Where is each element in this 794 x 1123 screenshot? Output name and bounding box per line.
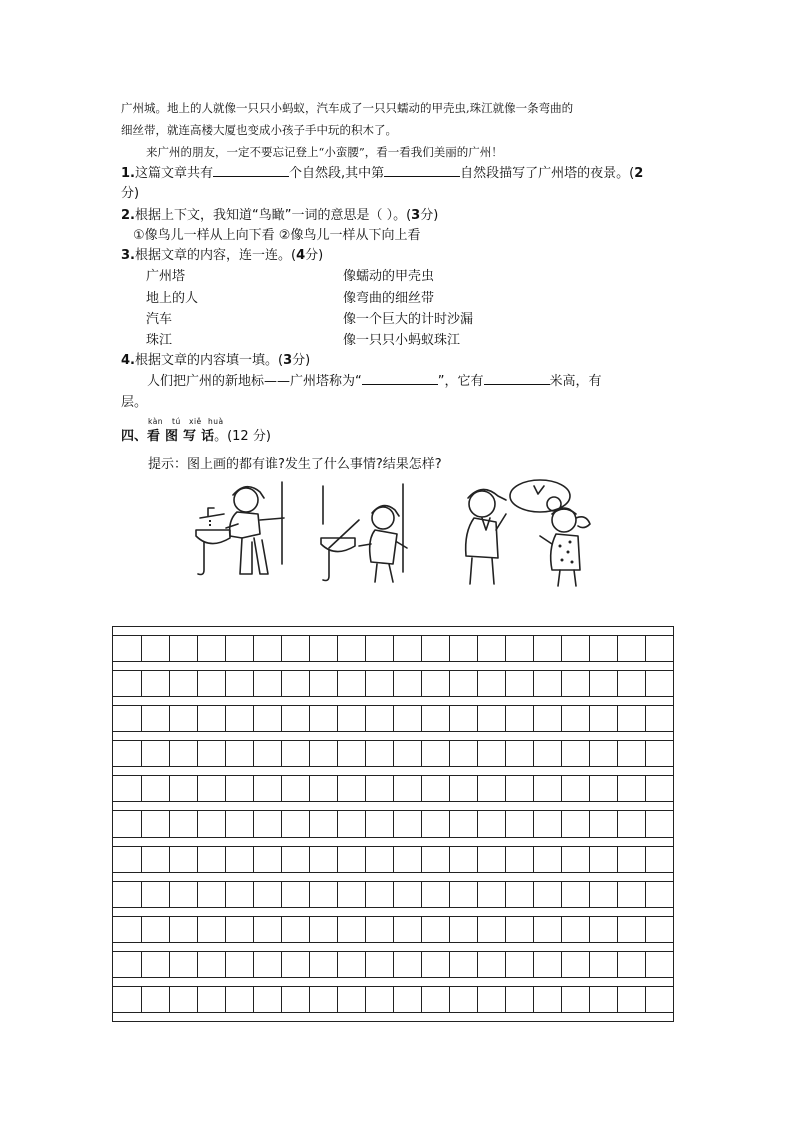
cell-divider (141, 882, 142, 907)
heading-char: 写 (183, 429, 197, 444)
cell-divider (197, 811, 198, 836)
cell-divider (197, 636, 198, 661)
writing-row[interactable] (113, 670, 673, 697)
cell-divider (309, 636, 310, 661)
cell-divider (281, 882, 282, 907)
cell-divider (169, 741, 170, 766)
match-left-3[interactable]: 汽车 (146, 312, 173, 327)
pinyin-hua: huà (208, 417, 224, 426)
question-4-end: 层。 (121, 395, 148, 410)
cell-divider (197, 987, 198, 1012)
cell-divider (449, 671, 450, 696)
cell-divider (449, 741, 450, 766)
cell-divider (253, 952, 254, 977)
cell-divider (561, 811, 562, 836)
cell-divider (589, 952, 590, 977)
cell-divider (365, 636, 366, 661)
cell-divider (505, 882, 506, 907)
match-right-3[interactable]: 像一个巨大的计时沙漏 (343, 312, 474, 327)
cell-divider (449, 636, 450, 661)
cell-divider (281, 987, 282, 1012)
q4-score-end: 分) (292, 353, 311, 368)
cell-divider (617, 706, 618, 731)
match-right-2[interactable]: 像弯曲的细丝带 (343, 291, 435, 306)
cell-divider (253, 671, 254, 696)
cell-divider (421, 917, 422, 942)
cell-divider (365, 917, 366, 942)
cell-divider (449, 706, 450, 731)
cell-divider (505, 952, 506, 977)
question-number: 4. (121, 353, 135, 368)
cell-divider (533, 776, 534, 801)
cell-divider (617, 847, 618, 872)
cell-divider (225, 776, 226, 801)
question-4-fill (147, 370, 602, 389)
cell-divider (309, 987, 310, 1012)
cell-divider (365, 952, 366, 977)
cell-divider (365, 671, 366, 696)
cell-divider (365, 811, 366, 836)
cell-divider (309, 882, 310, 907)
cell-divider (505, 671, 506, 696)
writing-row[interactable] (113, 881, 673, 908)
q1-score: 2 (634, 166, 644, 181)
cell-divider (393, 671, 394, 696)
cell-divider (393, 636, 394, 661)
cell-divider (169, 636, 170, 661)
cell-divider (505, 811, 506, 836)
cell-divider (617, 917, 618, 942)
cell-divider (281, 671, 282, 696)
q4-score: 3 (283, 353, 293, 368)
q4-fill-b: ”，它有 (437, 374, 484, 389)
cell-divider (533, 917, 534, 942)
cell-divider (421, 636, 422, 661)
cell-divider (645, 811, 646, 836)
cell-divider (253, 776, 254, 801)
cell-divider (449, 776, 450, 801)
cell-divider (645, 987, 646, 1012)
cell-divider (589, 741, 590, 766)
cell-divider (421, 811, 422, 836)
cell-divider (645, 706, 646, 731)
cell-divider (337, 671, 338, 696)
heading-char: 图 (165, 429, 179, 444)
cell-divider (449, 811, 450, 836)
cell-divider (617, 776, 618, 801)
cell-divider (533, 636, 534, 661)
answer-blank[interactable] (384, 164, 460, 177)
cell-divider (561, 882, 562, 907)
writing-row[interactable] (113, 740, 673, 767)
cell-divider (421, 671, 422, 696)
writing-grid[interactable] (112, 626, 674, 1022)
cell-divider (393, 706, 394, 731)
cell-divider (281, 811, 282, 836)
cell-divider (505, 741, 506, 766)
cell-divider (421, 706, 422, 731)
cell-divider (533, 882, 534, 907)
cell-divider (477, 636, 478, 661)
question-4 (121, 349, 310, 368)
answer-blank[interactable] (362, 372, 438, 385)
question-1-score-end: 分) (121, 186, 140, 201)
cell-divider (477, 706, 478, 731)
cell-divider (533, 987, 534, 1012)
passage-line-2: 细丝带，就连高楼大厦也变成小孩子手中玩的积木了。 (121, 123, 397, 137)
cell-divider (309, 917, 310, 942)
cell-divider (169, 847, 170, 872)
cell-divider (365, 987, 366, 1012)
cell-divider (169, 671, 170, 696)
cell-divider (477, 811, 478, 836)
question-2 (121, 204, 438, 223)
cell-divider (225, 811, 226, 836)
pinyin-tu: tú (172, 417, 181, 426)
cell-divider (281, 636, 282, 661)
illustration-boy-at-tap (315, 482, 423, 590)
cell-divider (533, 811, 534, 836)
question-3 (121, 244, 323, 263)
cell-divider (281, 741, 282, 766)
cell-divider (253, 917, 254, 942)
cell-divider (309, 741, 310, 766)
cell-divider (169, 776, 170, 801)
cell-divider (141, 636, 142, 661)
cell-divider (421, 741, 422, 766)
cell-divider (281, 706, 282, 731)
cell-divider (225, 952, 226, 977)
cell-divider (533, 706, 534, 731)
cell-divider (337, 987, 338, 1012)
cell-divider (505, 987, 506, 1012)
cell-divider (141, 847, 142, 872)
cell-divider (253, 741, 254, 766)
cell-divider (477, 671, 478, 696)
illustration-boy-washing-hands (190, 478, 298, 586)
cell-divider (477, 952, 478, 977)
cell-divider (589, 671, 590, 696)
cell-divider (449, 952, 450, 977)
section-4-hint: 提示：图上画的都有谁?发生了什么事情?结果怎样? (148, 457, 442, 472)
answer-blank[interactable] (213, 164, 289, 177)
cell-divider (225, 671, 226, 696)
cell-divider (365, 706, 366, 731)
cell-divider (421, 987, 422, 1012)
writing-row[interactable] (113, 846, 673, 873)
cell-divider (589, 882, 590, 907)
question-1 (121, 162, 643, 181)
q1-text-b: 个自然段,其中第 (289, 166, 385, 181)
cell-divider (141, 741, 142, 766)
cell-divider (589, 917, 590, 942)
cell-divider (309, 847, 310, 872)
cell-divider (141, 776, 142, 801)
cell-divider (561, 776, 562, 801)
cell-divider (645, 671, 646, 696)
cell-divider (141, 987, 142, 1012)
cell-divider (561, 741, 562, 766)
cell-divider (253, 882, 254, 907)
cell-divider (393, 917, 394, 942)
cell-divider (253, 636, 254, 661)
cell-divider (253, 847, 254, 872)
cell-divider (477, 917, 478, 942)
writing-row[interactable] (113, 951, 673, 978)
cell-divider (393, 987, 394, 1012)
cell-divider (337, 636, 338, 661)
cell-divider (309, 671, 310, 696)
cell-divider (197, 706, 198, 731)
heading-char: 话 (201, 429, 215, 444)
cell-divider (393, 882, 394, 907)
cell-divider (309, 706, 310, 731)
cell-divider (449, 882, 450, 907)
cell-divider (253, 706, 254, 731)
writing-row[interactable] (113, 986, 673, 1013)
cell-divider (337, 952, 338, 977)
cell-divider (533, 741, 534, 766)
cell-divider (169, 987, 170, 1012)
cell-divider (645, 917, 646, 942)
cell-divider (617, 636, 618, 661)
cell-divider (309, 811, 310, 836)
cell-divider (169, 882, 170, 907)
q3-text: 根据文章的内容，连一连。( (134, 248, 297, 263)
cell-divider (169, 917, 170, 942)
cell-divider (617, 952, 618, 977)
cell-divider (645, 882, 646, 907)
cell-divider (197, 671, 198, 696)
cell-divider (477, 882, 478, 907)
question-number: 1. (121, 166, 135, 181)
cell-divider (225, 847, 226, 872)
writing-row[interactable] (113, 775, 673, 802)
cell-divider (645, 952, 646, 977)
cell-divider (589, 776, 590, 801)
cell-divider (337, 811, 338, 836)
cell-divider (141, 706, 142, 731)
question-number: 3. (121, 248, 135, 263)
cell-divider (645, 741, 646, 766)
cell-divider (533, 671, 534, 696)
cell-divider (393, 847, 394, 872)
cell-divider (393, 811, 394, 836)
q3-score: 4 (296, 248, 306, 263)
cell-divider (169, 952, 170, 977)
cell-divider (253, 987, 254, 1012)
cell-divider (365, 776, 366, 801)
q4-fill-a: 人们把广州的新地标——广州塔称为“ (147, 374, 362, 389)
cell-divider (421, 776, 422, 801)
cell-divider (225, 917, 226, 942)
cell-divider (197, 776, 198, 801)
cell-divider (253, 811, 254, 836)
cell-divider (645, 847, 646, 872)
cell-divider (449, 987, 450, 1012)
cell-divider (421, 952, 422, 977)
cell-divider (365, 882, 366, 907)
cell-divider (337, 882, 338, 907)
cell-divider (141, 671, 142, 696)
cell-divider (197, 847, 198, 872)
q3-score-end: 分) (305, 248, 324, 263)
question-2-options: ①像鸟儿一样从上向下看 ②像鸟儿一样从下向上看 (133, 228, 421, 243)
cell-divider (281, 776, 282, 801)
cell-divider (533, 952, 534, 977)
cell-divider (309, 776, 310, 801)
cell-divider (337, 741, 338, 766)
cell-divider (561, 987, 562, 1012)
cell-divider (645, 776, 646, 801)
writing-row[interactable] (113, 635, 673, 662)
cell-divider (645, 636, 646, 661)
match-left-1[interactable]: 广州塔 (146, 269, 186, 284)
pinyin-kan: kàn (148, 417, 164, 426)
q1-text-c: 自然段描写了广州塔的夜景。( (460, 166, 635, 181)
cell-divider (617, 987, 618, 1012)
cell-divider (533, 847, 534, 872)
cell-divider (197, 882, 198, 907)
cell-divider (505, 847, 506, 872)
match-left-4[interactable]: 珠江 (146, 333, 173, 348)
cell-divider (589, 706, 590, 731)
q1-text-a: 这篇文章共有 (134, 166, 213, 181)
cell-divider (225, 987, 226, 1012)
cell-divider (505, 636, 506, 661)
cell-divider (589, 811, 590, 836)
q4-text: 根据文章的内容填一填。( (134, 353, 284, 368)
cell-divider (477, 741, 478, 766)
cell-divider (617, 741, 618, 766)
cell-divider (197, 952, 198, 977)
cell-divider (141, 917, 142, 942)
cell-divider (225, 636, 226, 661)
cell-divider (617, 882, 618, 907)
q4-fill-c: 米高，有 (549, 374, 602, 389)
cell-divider (477, 987, 478, 1012)
cell-divider (477, 847, 478, 872)
q2-score: 3 (411, 208, 421, 223)
section-prefix: 四、 (121, 429, 148, 444)
cell-divider (505, 776, 506, 801)
passage-line-3: 来广州的朋友，一定不要忘记登上“小蛮腰”，看一看我们美丽的广州！ (146, 145, 503, 159)
writing-row[interactable] (113, 810, 673, 837)
cell-divider (225, 741, 226, 766)
cell-divider (197, 741, 198, 766)
cell-divider (169, 811, 170, 836)
writing-row[interactable] (113, 916, 673, 943)
q2-score-end: 分) (420, 208, 439, 223)
cell-divider (337, 776, 338, 801)
cell-divider (393, 952, 394, 977)
cell-divider (281, 847, 282, 872)
cell-divider (365, 741, 366, 766)
cell-divider (141, 952, 142, 977)
q2-text: 根据上下文，我知道“鸟瞰”一词的意思是（ ）。( (134, 208, 412, 223)
cell-divider (589, 987, 590, 1012)
match-right-1[interactable]: 像蠕动的甲壳虫 (343, 269, 435, 284)
cell-divider (225, 882, 226, 907)
cell-divider (561, 636, 562, 661)
match-right-4[interactable]: 像一只只小蚂蚁珠江 (343, 333, 461, 348)
illustration-children-talking (452, 474, 612, 590)
cell-divider (281, 917, 282, 942)
cell-divider (309, 952, 310, 977)
cell-divider (589, 636, 590, 661)
cell-divider (449, 917, 450, 942)
question-number: 2. (121, 208, 135, 223)
passage-line-1: 广州城。地上的人就像一只只小蚂蚁，汽车成了一只只蠕动的甲壳虫,珠江就像一条弯曲的 (121, 101, 574, 115)
cell-divider (169, 706, 170, 731)
cell-divider (141, 811, 142, 836)
writing-row[interactable] (113, 705, 673, 732)
cell-divider (197, 917, 198, 942)
cell-divider (617, 671, 618, 696)
cell-divider (421, 847, 422, 872)
cell-divider (421, 882, 422, 907)
section-4-heading (121, 425, 271, 444)
cell-divider (505, 706, 506, 731)
cell-divider (561, 847, 562, 872)
cell-divider (561, 671, 562, 696)
cell-divider (393, 741, 394, 766)
cell-divider (365, 847, 366, 872)
cell-divider (477, 776, 478, 801)
cell-divider (561, 952, 562, 977)
cell-divider (337, 706, 338, 731)
cell-divider (337, 917, 338, 942)
cell-divider (225, 706, 226, 731)
cell-divider (617, 811, 618, 836)
cell-divider (505, 917, 506, 942)
cell-divider (281, 952, 282, 977)
cell-divider (393, 776, 394, 801)
match-left-2[interactable]: 地上的人 (146, 291, 199, 306)
answer-blank[interactable] (484, 372, 550, 385)
pinyin-xie: xiě (189, 417, 202, 426)
cell-divider (561, 917, 562, 942)
cell-divider (449, 847, 450, 872)
cell-divider (589, 847, 590, 872)
cell-divider (337, 847, 338, 872)
cell-divider (561, 706, 562, 731)
section-score: 。(12 分) (214, 429, 271, 444)
heading-char: 看 (147, 429, 161, 444)
